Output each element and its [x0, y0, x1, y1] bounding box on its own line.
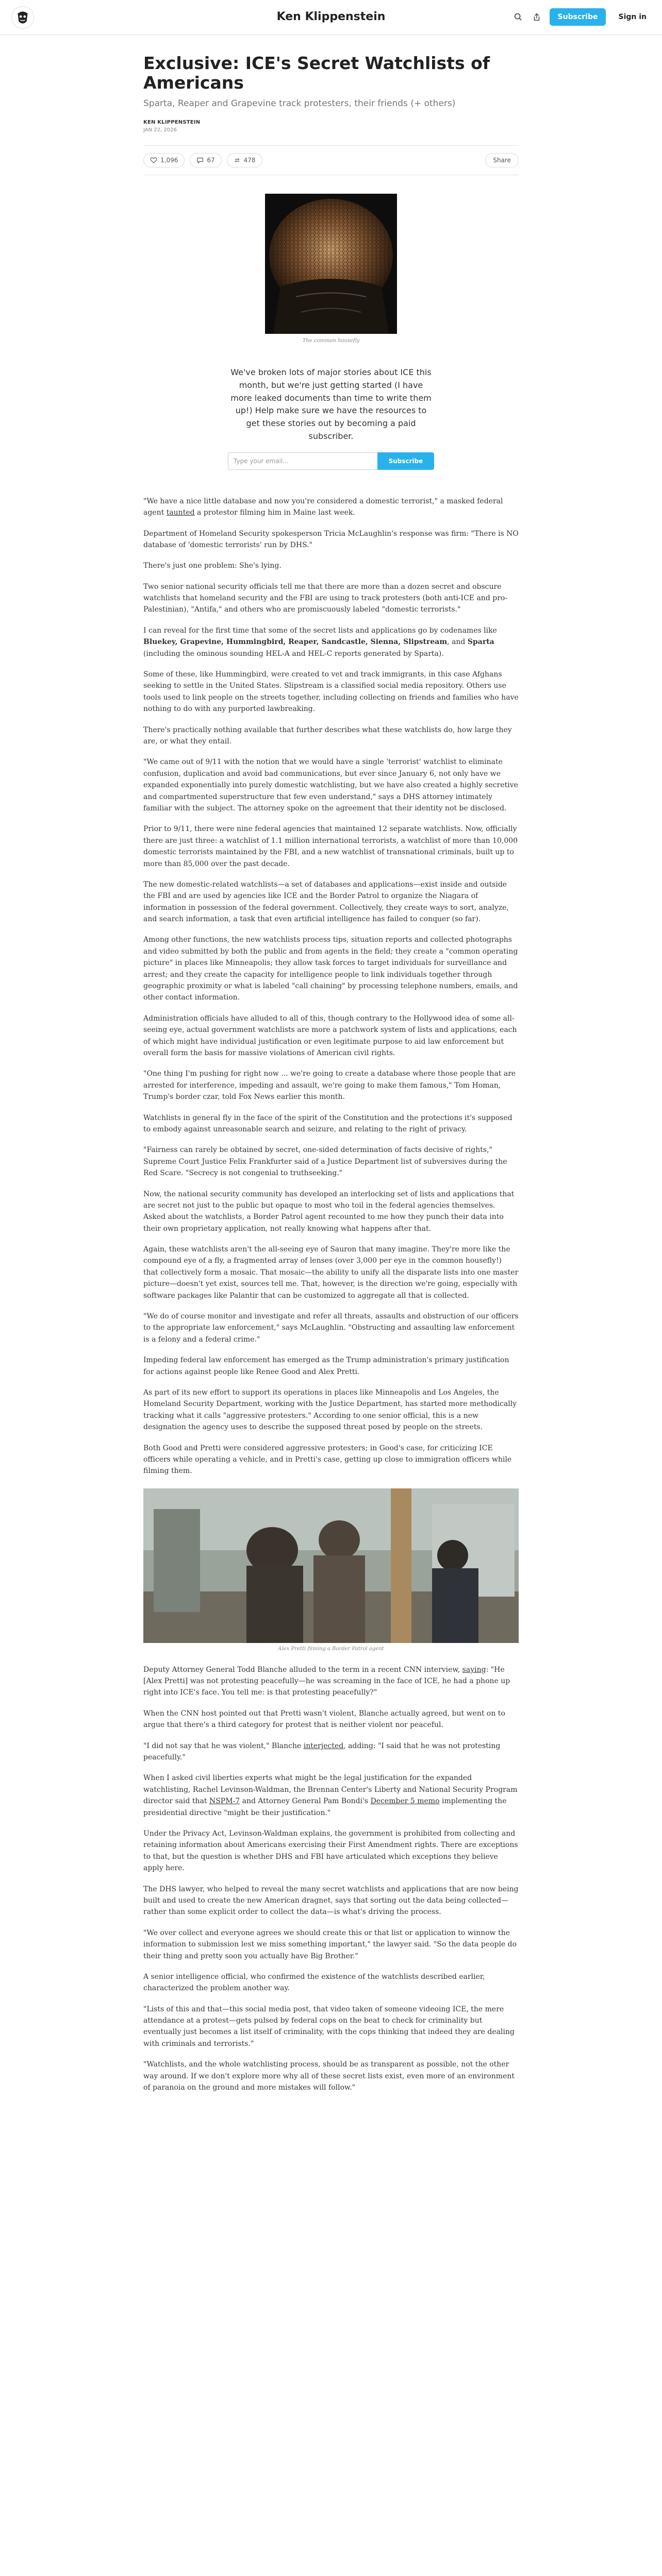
photo-caption: Alex Pretti filming a Border Patrol agent: [278, 1646, 384, 1652]
subscribe-form-button[interactable]: Subscribe: [377, 452, 434, 470]
subscribe-button[interactable]: Subscribe: [550, 8, 606, 26]
heart-icon: [150, 157, 157, 164]
paragraph: "One thing I'm pushing for right now ... we're going to create a database where those people that are arrested for interference, impeding and assault, we're going to make them famous," Tom Homan, Trump's border czar, told Fox News earlier this month.: [143, 1070, 516, 1101]
share-button[interactable]: Share: [485, 153, 519, 167]
post-date: JAN 22, 2026: [143, 127, 177, 133]
post-title: Exclusive: ICE's Secret Watchlists of Americans: [143, 53, 490, 93]
paragraph: Deputy Attorney General Todd Blanche alluded to the term in a recent CNN interview, saying: "He [Alex Pretti] was not protesting peacefully—he was screaming in the face of ICE, he had a phone up right into ICE's face. You tell me: is that protesting peacefully?": [143, 1665, 510, 1697]
subscribe-promo-text: We've broken lots of major stories about ICE this month, but we're just getting started (I have more leaked documents than time to write them up!) Help make sure we have the resources to get these stories out by becoming a paid subscriber.: [230, 367, 432, 441]
paragraph: Both Good and Pretti were considered aggressive protesters; in Good's case, for criticizing ICE officers while operating a vehicle, and in Pretti's case, getting up close to immigration officers while filming them.: [143, 1444, 512, 1476]
hero-caption: The common housefly: [302, 337, 360, 344]
paragraph: There's practically nothing available that further describes what these watchlists do, how large they are, or what they entail.: [143, 725, 512, 745]
sign-in-button[interactable]: Sign in: [618, 13, 647, 21]
paragraph: "Fairness can rarely be obtained by secret, one-sided determination of facts decisive of rights," Supreme Court Justice Felix Frankfurter said of a Justice Department list of subversives during the Red Scare. "Secrecy is not congenial to truthseeking.": [143, 1146, 507, 1178]
share-icon[interactable]: [531, 11, 542, 23]
logo-icon: [12, 6, 34, 29]
search-icon[interactable]: [512, 11, 524, 23]
article-photo[interactable]: [143, 1488, 519, 1643]
restack-button[interactable]: [227, 153, 262, 167]
paragraph: Prior to 9/11, there were nine federal agencies that maintained 12 separate watchlists. Now, officially there are just three: a watchlist of 1.1 million international terrorists, a watchlist of more than 10,000 domestic terrorists maintained by the FBI, and a new watchlist of transnational criminals, built up to more than 85,000 over the past decade.: [143, 825, 518, 868]
publication-logo[interactable]: [11, 6, 34, 29]
interjected-link[interactable]: interjected: [303, 1741, 344, 1750]
comment-button[interactable]: [190, 153, 221, 167]
byline: [143, 118, 519, 134]
paragraph: "I did not say that he was violent," Blanche interjected, adding: "I said that he was not protesting peacefully.": [143, 1741, 501, 1762]
post-actions: [143, 145, 519, 175]
taunted-link[interactable]: taunted: [166, 509, 195, 517]
paragraph: Now, the national security community has developed an interlocking set of lists and applications that are secret not just to the public but opaque to most who toil in the federal agencies themselves. Asked about the watchlists, a Border Patrol agent recounted to me how they punch their data into their own proprietary application, not really knowing what happens after that.: [143, 1190, 515, 1233]
post-subtitle: Sparta, Reaper and Grapevine track protesters, their friends (+ others): [143, 98, 456, 109]
nspm7-link[interactable]: NSPM-7: [209, 1797, 240, 1806]
post-container: [143, 54, 519, 2093]
paragraph: "We came out of 9/11 with the notion that we would have a single 'terrorist' watchlist to eliminate confusion, duplication and avoid bad communications, but ever since January 6, not only have we expanded exponentially into purely domestic watchlisting, but we have also created a highly secretive and compartmented superstructure that few even understand," says a DHS attorney intimately familiar with the subject. The attorney spoke on the agreement that their identity not be disclosed.: [143, 758, 518, 812]
paragraph: When the CNN host pointed out that Pretti wasn't violent, Blanche actually agreed, but went on to argue that there's a third category for protest that is neither violent nor peaceful.: [143, 1709, 505, 1730]
paragraph: Watchlists in general fly in the face of the spirit of the Constitution and the protections it's supposed to embody against unreasonable search and seizure, and relating to the right of privacy.: [143, 1113, 512, 1133]
paragraph: As part of its new effort to support its operations in places like Minneapolis and Los Angeles, the Homeland Security Department, working with the Justice Department, has started more methodically tracking what it calls "aggressive protesters." According to one senior official, this is a new designation the agency uses to describe the supposed threat posed by people on the streets.: [143, 1388, 517, 1432]
saying-link[interactable]: saying: [462, 1665, 486, 1674]
paragraph: Some of these, like Hummingbird, were created to vet and track immigrants, in this case Afghans seeking to settle in the United States. Slipstream is a classified social media repository. Others use tools used to link people on the streets together, including collecting on friends and families who have nothing to do with any purported lawbreaking.: [143, 670, 519, 714]
paragraph: Under the Privacy Act, Levinson-Waldman explains, the government is prohibited from collecting and retaining information about Americans exercising their First Amendment rights. There are exceptions to that, but the question is whether DHS and FBI have articulated which exceptions they believe apply here.: [143, 1829, 518, 1873]
paragraph: When I asked civil liberties experts what might be the legal justification for the expanded watchlisting, Rachel Levinson-Waldman, the Brennan Center's Liberty and National Security Program director said that NSPM-7 and Attorney General Pam Bondi's December 5 memo implementing the presidential directive "might be their justification.": [143, 1774, 518, 1817]
hero-image[interactable]: [265, 194, 397, 334]
publication-title[interactable]: Ken Klippenstein: [276, 10, 386, 23]
like-button[interactable]: [143, 153, 185, 167]
paragraph: Again, these watchlists aren't the all-seeing eye of Sauron that many imagine. They're more like the compound eye of a fly, a fragmented array of lenses (over 3,000 per eye in the common housefly!) that collectively form a mosaic. That mosaic—the ability to unify all the disparate lists into one master picture—doesn't yet exist, sources tell me. That, however, is the direction we're going, especially with software packages like Palantir that can be customized to aggregate all that is collected.: [143, 1245, 519, 1300]
paragraph: "We do of course monitor and investigate and refer all threats, assaults and obstruction of our officers to the appropriate law enforcement," says McLaughlin. "Obstructing and assaulting law enforcement is a felony and a federal crime.": [143, 1312, 519, 1344]
paragraph: "We over collect and everyone agrees we should create this or that list or application to winnow the information to submission lest we miss something important," the lawyer said. "So the data people do their thing and pretty soon you actually have Big Brother.": [143, 1928, 517, 1960]
restack-count: 478: [243, 156, 256, 164]
paragraph: Two senior national security officials tell me that there are more than a dozen secret and obscure watchlists that homeland security and the FBI are using to track protesters (both anti-ICE and pro-Palestinian), "Antifa," and others who are promiscuously labeled "domestic terrorists.": [143, 582, 508, 614]
protest-photo-image: [143, 1488, 519, 1643]
restack-icon: [234, 157, 241, 164]
like-count: 1,096: [160, 156, 178, 164]
author-name[interactable]: KEN KLIPPENSTEIN: [143, 119, 201, 125]
paragraph: Administration officials have alluded to all of this, though contrary to the Hollywood idea of some all-seeing eye, actual government watchlists are more a patchwork system of lists and applications, each of which might have individual justification or even legitimate purpose to aid law enforcement but overall form the basis for massive violations of American civil rights.: [143, 1014, 517, 1057]
paragraph: Impeding federal law enforcement has emerged as the Trump administration's primary justification for actions against people like Renee Good and Alex Pretti.: [143, 1356, 509, 1376]
housefly-eye-image: [265, 194, 397, 334]
paragraph: "Lists of this and that—this social media post, that video taken of someone videoing ICE, the mere attendance at a protest—gets pulsed by federal cops on the beat to check for criminality but eventually just becomes a list itself of criminality, with the cops thinking that indeed they are dealing with criminals and terrorists.": [143, 2005, 515, 2048]
comment-icon: [196, 157, 204, 164]
top-navbar: [0, 0, 662, 35]
paragraph: "Watchlists, and the whole watchlisting process, should be as transparent as possible, not the other way around. If we don't explore more why all of these secret lists exist, even more of an environment of paranoia on the ground and more mistakes will follow.": [143, 2060, 515, 2092]
paragraph: The new domestic-related watchlists—a set of databases and applications—exist inside and outside the FBI and are used by agencies like ICE and the Border Patrol to organize the Niagara of information in possession of the federal government. Collectively, they create ways to sort, analyze, and search information, a task that even artificial intelligence has failed to conquer (so far).: [143, 880, 509, 924]
header-actions: [512, 8, 652, 26]
comment-count: 67: [207, 156, 215, 164]
paragraph: There's just one problem: She's lying.: [143, 562, 282, 570]
subscribe-form: [228, 452, 434, 470]
email-input[interactable]: Type your email...: [228, 452, 377, 470]
december-memo-link[interactable]: December 5 memo: [370, 1797, 440, 1806]
paragraph: I can reveal for the first time that some of the secret lists and applications go by codenames like Bluekey, Grapevine, Hummingbird, Reaper, Sandcastle, Sienna, Slipstream, and Sparta (including the ominous sounding HEL-A and HEL-C reports generated by Sparta).: [143, 626, 497, 658]
post-body: [143, 496, 519, 2094]
paragraph: Department of Homeland Security spokesperson Tricia McLaughlin's response was firm: "There is NO database of 'domestic terrorists' run by DHS.": [143, 529, 519, 549]
paragraph: A senior intelligence official, who confirmed the existence of the watchlists described earlier, characterized the problem another way.: [143, 1972, 485, 1993]
paragraph: Among other functions, the new watchlists process tips, situation reports and collected photographs and video submitted by both the public and from agents in the field; they create a "common operating picture" in places like Minneapolis; they allow task forces to target individuals for surveillance and arrest; and they create the capacity for intelligence people to link individuals together through geographic proximity or what is labeled "call chaining" by processing telephone numbers, emails, and other contact information.: [143, 936, 518, 1002]
paragraph: "We have a nice little database and now you're considered a domestic terrorist," a masked federal agent taunted a protestor filming him in Maine last week.: [143, 497, 503, 517]
paragraph: The DHS lawyer, who helped to reveal the many secret watchlists and applications that are now being built and used to create the new American dragnet, says that sorting out the data being collected—rather than some explicit order to collect the data—is what's driving the process.: [143, 1885, 519, 1917]
